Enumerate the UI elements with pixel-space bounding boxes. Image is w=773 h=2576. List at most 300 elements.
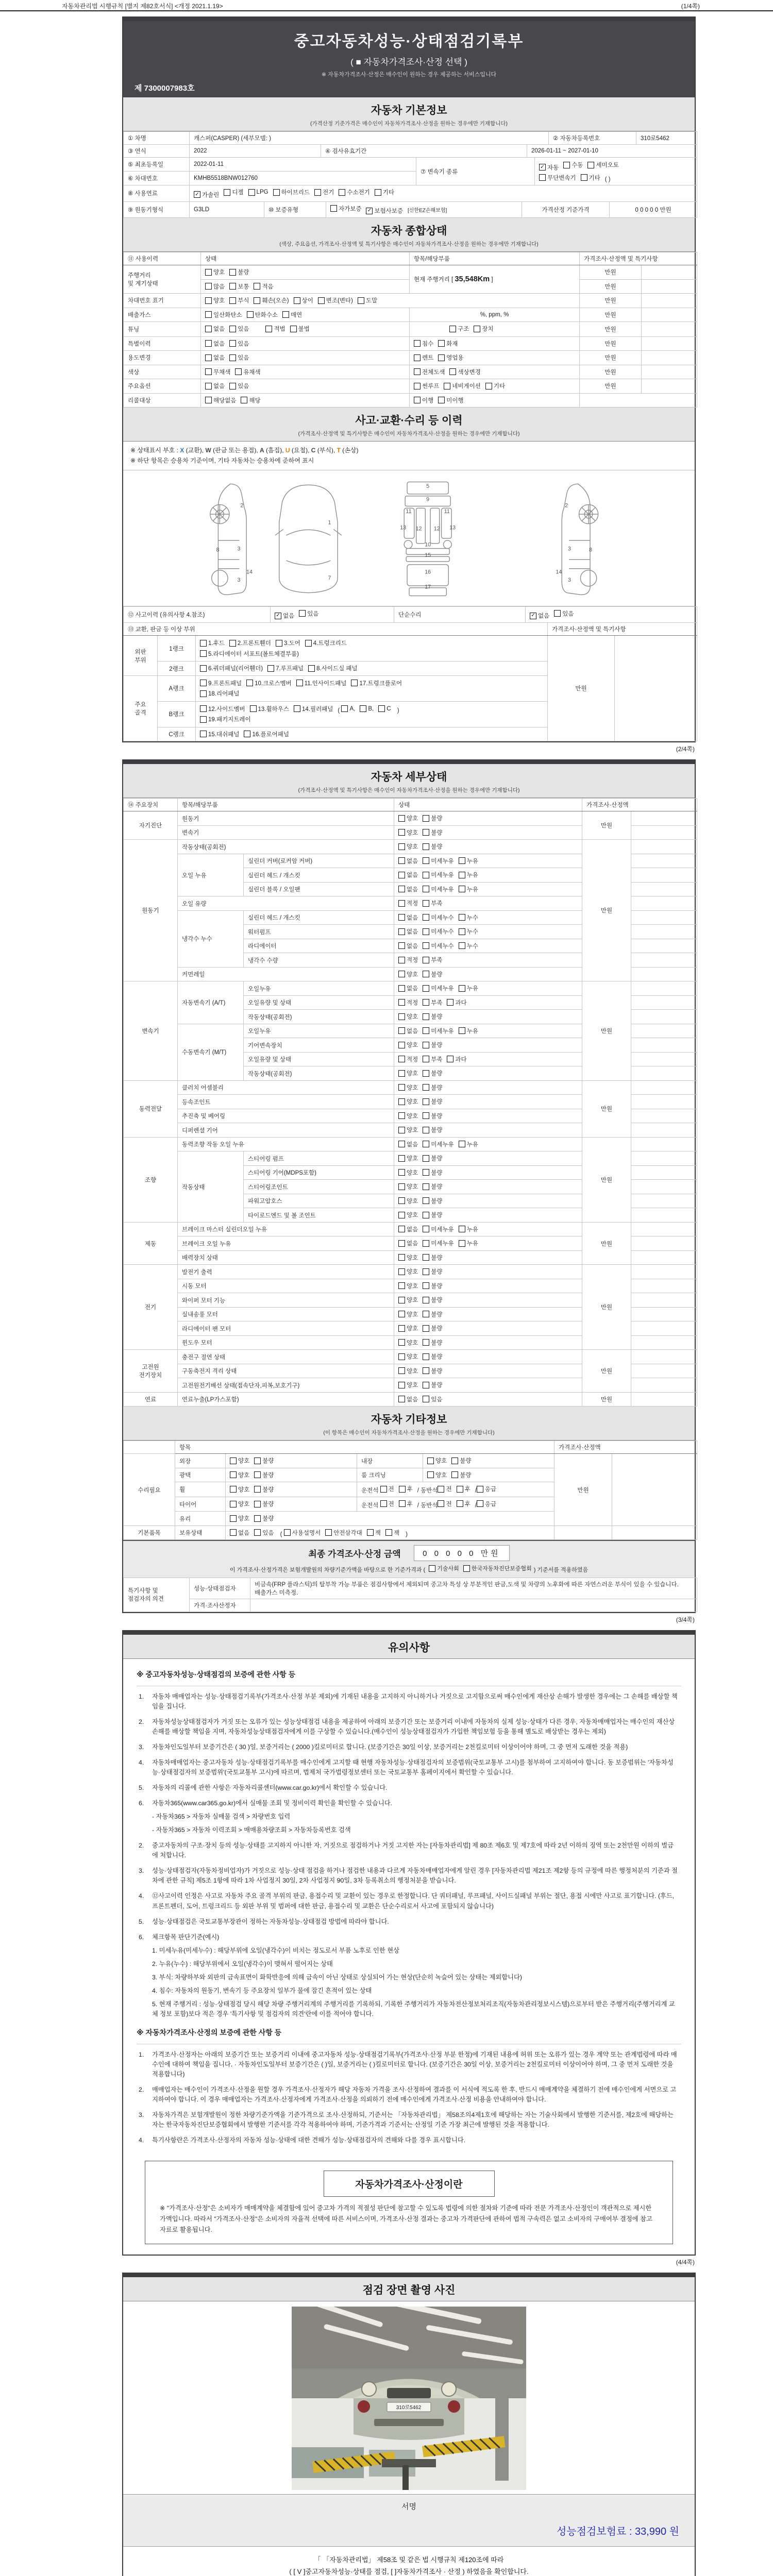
checkbox-option[interactable] <box>205 311 242 319</box>
checkbox-option[interactable] <box>429 1564 459 1572</box>
checkbox-option[interactable] <box>423 1395 442 1403</box>
checkbox-box[interactable] <box>254 283 260 290</box>
checkbox-box[interactable] <box>423 1056 429 1062</box>
checkbox-box[interactable] <box>423 1212 429 1218</box>
checkbox-box[interactable] <box>447 999 453 1006</box>
checkbox-box[interactable] <box>423 942 429 949</box>
checkbox-box[interactable] <box>290 326 297 332</box>
checkbox-option[interactable] <box>459 1027 478 1035</box>
checkbox-box[interactable] <box>423 914 429 921</box>
checkbox-option[interactable] <box>200 679 242 687</box>
checkbox-box[interactable] <box>367 1529 374 1536</box>
checkbox-option[interactable] <box>230 1514 249 1522</box>
checkbox-option[interactable] <box>423 1239 453 1247</box>
checkbox-option[interactable] <box>423 1027 453 1035</box>
checkbox-option[interactable] <box>423 1112 442 1120</box>
checkbox-option[interactable] <box>539 174 576 182</box>
checkbox-box[interactable] <box>438 397 445 403</box>
checkbox-box[interactable] <box>423 1367 429 1374</box>
checkbox-box[interactable] <box>398 1325 405 1332</box>
checkbox-option[interactable] <box>254 1514 274 1522</box>
checkbox-box[interactable] <box>398 1070 405 1077</box>
checkbox-box[interactable] <box>375 189 381 196</box>
checkbox-option[interactable] <box>423 1296 442 1304</box>
checkbox-box[interactable] <box>414 354 421 361</box>
checkbox-option[interactable] <box>341 705 355 712</box>
checkbox-option[interactable] <box>200 715 251 723</box>
checkbox-option[interactable] <box>423 1012 442 1021</box>
checkbox-box[interactable] <box>230 1529 237 1536</box>
checkbox-box[interactable] <box>423 857 429 864</box>
checkbox-box[interactable] <box>325 1529 332 1536</box>
checkbox-option[interactable] <box>398 1296 418 1304</box>
checkbox-option[interactable] <box>305 639 347 647</box>
checkbox-box[interactable] <box>438 340 445 347</box>
checkbox-box[interactable] <box>385 1529 392 1536</box>
checkbox-option[interactable] <box>449 368 480 376</box>
checkbox-box[interactable] <box>398 1042 405 1048</box>
checkbox-option[interactable] <box>423 1282 442 1290</box>
checkbox-option[interactable] <box>267 664 304 672</box>
checkbox-box[interactable] <box>205 311 212 318</box>
checkbox-box[interactable] <box>451 1458 458 1464</box>
checkbox-box[interactable] <box>224 189 230 196</box>
checkbox-option[interactable] <box>438 340 458 348</box>
checkbox-box[interactable] <box>282 311 289 318</box>
checkbox-option[interactable] <box>398 885 418 893</box>
checkbox-box[interactable] <box>330 205 337 212</box>
checkbox-box[interactable] <box>254 297 260 304</box>
checkbox-box[interactable] <box>294 297 300 304</box>
checkbox-option[interactable] <box>449 325 469 333</box>
checkbox-option[interactable] <box>423 857 453 865</box>
checkbox-box[interactable] <box>254 1529 261 1536</box>
checkbox-option[interactable] <box>229 340 249 348</box>
checkbox-option[interactable] <box>423 927 453 936</box>
checkbox-box[interactable] <box>230 1486 237 1493</box>
checkbox-option[interactable] <box>423 1338 442 1347</box>
checkbox-option[interactable] <box>414 353 433 362</box>
checkbox-option[interactable] <box>398 1239 418 1247</box>
checkbox-option[interactable] <box>423 1041 442 1049</box>
checkbox-option[interactable] <box>275 612 294 620</box>
checkbox-option[interactable] <box>398 1381 418 1389</box>
checkbox-option[interactable] <box>423 1154 442 1162</box>
checkbox-box[interactable] <box>414 383 421 389</box>
checkbox-option[interactable] <box>423 1211 442 1219</box>
checkbox-box[interactable] <box>423 1013 429 1020</box>
checkbox-box[interactable] <box>339 189 345 196</box>
checkbox-option[interactable] <box>205 282 225 291</box>
checkbox-option[interactable] <box>427 1471 447 1479</box>
checkbox-option[interactable] <box>314 188 334 196</box>
checkbox-option[interactable] <box>423 885 453 893</box>
checkbox-option[interactable] <box>423 984 453 992</box>
checkbox-box[interactable] <box>423 829 429 836</box>
checkbox-box[interactable] <box>423 999 429 1006</box>
checkbox-box[interactable] <box>423 1353 429 1360</box>
checkbox-box[interactable] <box>451 1471 458 1478</box>
checkbox-box[interactable] <box>294 705 300 712</box>
checkbox-option[interactable] <box>398 998 418 1007</box>
checkbox-option[interactable] <box>438 353 463 362</box>
checkbox-option[interactable] <box>398 1097 418 1106</box>
checkbox-box[interactable] <box>398 1084 405 1091</box>
checkbox-box[interactable] <box>299 610 306 617</box>
checkbox-option[interactable] <box>200 639 225 647</box>
checkbox-option[interactable] <box>581 174 600 182</box>
checkbox-box[interactable] <box>449 326 456 332</box>
checkbox-box[interactable] <box>398 1155 405 1162</box>
checkbox-option[interactable] <box>459 927 478 936</box>
checkbox-box[interactable] <box>563 162 570 168</box>
checkbox-box[interactable] <box>423 1226 429 1232</box>
checkbox-box[interactable] <box>314 189 321 196</box>
checkbox-box[interactable] <box>423 872 429 878</box>
checkbox-option[interactable] <box>438 1500 451 1508</box>
checkbox-option[interactable] <box>423 814 442 822</box>
checkbox-option[interactable] <box>254 1471 274 1479</box>
checkbox-option[interactable] <box>398 1182 418 1191</box>
checkbox-option[interactable] <box>423 1225 453 1233</box>
checkbox-option[interactable] <box>318 296 353 304</box>
checkbox-option[interactable] <box>423 1253 442 1262</box>
checkbox-option[interactable] <box>398 1140 418 1148</box>
checkbox-box[interactable] <box>398 1396 405 1402</box>
checkbox-option[interactable] <box>398 842 418 851</box>
checkbox-option[interactable] <box>325 1529 362 1537</box>
checkbox-option[interactable] <box>205 353 225 362</box>
checkbox-option[interactable] <box>254 1485 274 1494</box>
checkbox-option[interactable] <box>474 325 493 333</box>
checkbox-option[interactable] <box>451 1471 471 1479</box>
checkbox-option[interactable] <box>459 1225 478 1233</box>
checkbox-box[interactable] <box>205 326 212 332</box>
checkbox-box[interactable] <box>459 985 465 992</box>
checkbox-option[interactable] <box>360 705 374 712</box>
checkbox-box[interactable] <box>438 354 445 361</box>
checkbox-box[interactable] <box>254 1515 261 1522</box>
checkbox-option[interactable] <box>463 1564 532 1572</box>
checkbox-box[interactable] <box>459 1226 465 1232</box>
checkbox-option[interactable] <box>235 368 260 376</box>
checkbox-box[interactable] <box>423 1070 429 1077</box>
checkbox-box[interactable] <box>273 189 280 196</box>
checkbox-option[interactable] <box>587 161 618 169</box>
checkbox-box[interactable] <box>423 1169 429 1176</box>
checkbox-box[interactable] <box>444 383 450 389</box>
checkbox-option[interactable] <box>423 942 453 950</box>
checkbox-box[interactable] <box>423 1112 429 1119</box>
checkbox-box[interactable] <box>229 640 236 647</box>
checkbox-option[interactable] <box>398 899 418 907</box>
checkbox-option[interactable] <box>200 705 245 713</box>
checkbox-box[interactable] <box>423 886 429 892</box>
checkbox-option[interactable] <box>244 730 289 738</box>
checkbox-box[interactable] <box>423 1240 429 1247</box>
checkbox-box[interactable] <box>398 1353 405 1360</box>
checkbox-option[interactable] <box>230 1471 249 1479</box>
checkbox-option[interactable] <box>398 927 418 936</box>
checkbox-box[interactable] <box>254 1486 261 1493</box>
checkbox-box[interactable] <box>341 705 348 712</box>
checkbox-box[interactable] <box>398 971 405 977</box>
checkbox-box[interactable] <box>423 1098 429 1105</box>
checkbox-option[interactable] <box>254 1456 274 1465</box>
checkbox-box[interactable] <box>205 283 212 290</box>
checkbox-option[interactable] <box>398 1338 418 1347</box>
checkbox-box[interactable] <box>205 354 212 361</box>
checkbox-option[interactable] <box>398 1352 418 1361</box>
checkbox-option[interactable] <box>423 1381 442 1389</box>
checkbox-option[interactable] <box>205 296 225 304</box>
checkbox-box[interactable] <box>247 311 254 318</box>
checkbox-option[interactable] <box>423 1352 442 1361</box>
checkbox-box[interactable] <box>423 1084 429 1091</box>
checkbox-option[interactable] <box>351 679 402 687</box>
checkbox-option[interactable] <box>229 325 249 333</box>
checkbox-option[interactable] <box>398 1253 418 1262</box>
checkbox-option[interactable] <box>423 970 442 978</box>
checkbox-option[interactable] <box>398 984 418 992</box>
checkbox-option[interactable] <box>477 1500 496 1508</box>
checkbox-box[interactable] <box>318 297 325 304</box>
checkbox-option[interactable] <box>378 705 391 712</box>
checkbox-box[interactable] <box>200 650 207 657</box>
checkbox-option[interactable] <box>241 396 260 404</box>
checkbox-box[interactable] <box>308 665 315 672</box>
checkbox-box[interactable] <box>423 1268 429 1275</box>
checkbox-box[interactable] <box>438 1500 444 1507</box>
checkbox-option[interactable] <box>423 1126 442 1134</box>
checkbox-box[interactable] <box>423 1311 429 1317</box>
checkbox-box[interactable] <box>398 900 405 907</box>
checkbox-box[interactable] <box>200 731 207 737</box>
checkbox-option[interactable] <box>414 340 433 348</box>
checkbox-box[interactable] <box>459 886 465 892</box>
checkbox-box[interactable] <box>254 1471 261 1478</box>
checkbox-box[interactable] <box>398 1254 405 1261</box>
checkbox-box[interactable] <box>398 1098 405 1105</box>
checkbox-box[interactable] <box>398 872 405 878</box>
checkbox-box[interactable] <box>398 1240 405 1247</box>
checkbox-box[interactable] <box>380 1486 387 1493</box>
checkbox-option[interactable] <box>265 325 285 333</box>
checkbox-option[interactable] <box>229 353 249 362</box>
checkbox-option[interactable] <box>230 1485 249 1494</box>
checkbox-box[interactable] <box>241 397 247 403</box>
checkbox-box[interactable] <box>398 1212 405 1218</box>
checkbox-box[interactable] <box>200 665 207 672</box>
checkbox-box[interactable] <box>423 1382 429 1388</box>
checkbox-box[interactable] <box>423 928 429 935</box>
checkbox-option[interactable] <box>224 188 243 196</box>
checkbox-option[interactable] <box>423 913 453 922</box>
checkbox-option[interactable] <box>380 1485 394 1493</box>
checkbox-option[interactable] <box>423 1182 442 1191</box>
checkbox-box[interactable] <box>423 1325 429 1332</box>
checkbox-box[interactable] <box>398 1141 405 1147</box>
checkbox-box[interactable] <box>459 1141 465 1147</box>
checkbox-box[interactable] <box>423 1297 429 1303</box>
checkbox-option[interactable] <box>339 188 369 196</box>
checkbox-box[interactable] <box>423 957 429 963</box>
checkbox-option[interactable] <box>398 857 418 865</box>
checkbox-box[interactable] <box>284 1529 291 1536</box>
checkbox-box[interactable] <box>447 1056 453 1062</box>
checkbox-option[interactable] <box>200 689 239 698</box>
checkbox-option[interactable] <box>246 679 292 687</box>
checkbox-box[interactable] <box>398 857 405 864</box>
checkbox-box[interactable] <box>398 985 405 992</box>
signature-area[interactable] <box>123 2495 695 2547</box>
checkbox-option[interactable] <box>423 842 442 851</box>
checkbox-option[interactable] <box>230 1456 249 1465</box>
checkbox-option[interactable] <box>229 282 249 291</box>
checkbox-option[interactable] <box>438 1485 451 1493</box>
checkbox-option[interactable] <box>447 1055 466 1063</box>
checkbox-box[interactable] <box>254 1501 261 1507</box>
checkbox-box[interactable] <box>205 340 212 347</box>
checkbox-option[interactable] <box>477 1485 496 1493</box>
checkbox-box[interactable] <box>229 283 236 290</box>
checkbox-box[interactable] <box>423 1155 429 1162</box>
checkbox-box[interactable] <box>457 1500 463 1507</box>
checkbox-option[interactable] <box>398 1041 418 1049</box>
checkbox-option[interactable] <box>554 609 574 618</box>
checkbox-box[interactable] <box>423 843 429 850</box>
checkbox-option[interactable] <box>398 1324 418 1332</box>
checkbox-option[interactable] <box>385 1529 399 1537</box>
checkbox-box[interactable] <box>366 208 373 214</box>
checkbox-option[interactable] <box>294 705 333 713</box>
checkbox-box[interactable] <box>423 1027 429 1034</box>
checkbox-option[interactable] <box>200 650 299 658</box>
checkbox-option[interactable] <box>205 340 225 348</box>
checkbox-box[interactable] <box>205 383 212 389</box>
checkbox-box[interactable] <box>229 297 236 304</box>
checkbox-option[interactable] <box>423 1097 442 1106</box>
checkbox-option[interactable] <box>308 664 357 672</box>
checkbox-box[interactable] <box>246 680 253 686</box>
checkbox-option[interactable] <box>254 1500 274 1508</box>
checkbox-option[interactable] <box>398 913 418 922</box>
checkbox-box[interactable] <box>587 162 594 168</box>
checkbox-box[interactable] <box>423 815 429 822</box>
checkbox-box[interactable] <box>398 1367 405 1374</box>
checkbox-option[interactable] <box>398 1027 418 1035</box>
checkbox-box[interactable] <box>414 340 421 347</box>
checkbox-box[interactable] <box>254 1458 261 1464</box>
checkbox-option[interactable] <box>200 664 263 672</box>
checkbox-box[interactable] <box>459 942 465 949</box>
checkbox-option[interactable] <box>423 871 453 879</box>
checkbox-box[interactable] <box>398 1226 405 1232</box>
checkbox-option[interactable] <box>248 189 268 196</box>
checkbox-box[interactable] <box>229 354 236 361</box>
checkbox-box[interactable] <box>423 900 429 907</box>
checkbox-option[interactable] <box>254 282 273 291</box>
checkbox-box[interactable] <box>459 857 465 864</box>
checkbox-option[interactable] <box>423 1367 442 1375</box>
checkbox-box[interactable] <box>449 368 456 375</box>
checkbox-option[interactable] <box>423 1324 442 1332</box>
checkbox-box[interactable] <box>244 731 250 737</box>
checkbox-option[interactable] <box>563 161 583 169</box>
checkbox-option[interactable] <box>399 1485 413 1493</box>
checkbox-option[interactable] <box>398 1395 418 1403</box>
checkbox-box[interactable] <box>398 1382 405 1388</box>
checkbox-box[interactable] <box>235 368 242 375</box>
checkbox-option[interactable] <box>380 1500 394 1508</box>
checkbox-box[interactable] <box>351 680 358 686</box>
checkbox-option[interactable] <box>423 1055 442 1063</box>
checkbox-box[interactable] <box>414 397 421 403</box>
checkbox-option[interactable] <box>459 913 478 922</box>
checkbox-option[interactable] <box>459 1140 478 1148</box>
checkbox-box[interactable] <box>200 716 207 723</box>
checkbox-option[interactable] <box>205 325 225 333</box>
checkbox-box[interactable] <box>423 1042 429 1048</box>
checkbox-option[interactable] <box>423 1267 442 1276</box>
checkbox-box[interactable] <box>427 1471 434 1478</box>
checkbox-option[interactable] <box>299 609 318 618</box>
checkbox-box[interactable] <box>398 1197 405 1204</box>
checkbox-option[interactable] <box>423 1083 442 1092</box>
checkbox-box[interactable] <box>398 914 405 921</box>
checkbox-box[interactable] <box>438 1486 444 1493</box>
checkbox-option[interactable] <box>294 296 313 304</box>
checkbox-option[interactable] <box>282 311 302 319</box>
checkbox-option[interactable] <box>254 1529 274 1537</box>
checkbox-box[interactable] <box>230 1515 237 1522</box>
checkbox-option[interactable] <box>457 1500 470 1508</box>
checkbox-box[interactable] <box>275 613 281 619</box>
checkbox-box[interactable] <box>276 640 282 647</box>
checkbox-box[interactable] <box>459 914 465 921</box>
checkbox-box[interactable] <box>360 705 366 712</box>
checkbox-box[interactable] <box>200 680 207 686</box>
checkbox-box[interactable] <box>265 326 272 332</box>
checkbox-box[interactable] <box>398 1027 405 1034</box>
checkbox-option[interactable] <box>539 163 559 172</box>
checkbox-option[interactable] <box>290 325 310 333</box>
checkbox-option[interactable] <box>444 382 481 390</box>
checkbox-box[interactable] <box>474 326 480 332</box>
checkbox-option[interactable] <box>423 828 442 837</box>
checkbox-box[interactable] <box>229 269 236 276</box>
checkbox-box[interactable] <box>398 928 405 935</box>
checkbox-option[interactable] <box>423 1197 442 1205</box>
checkbox-option[interactable] <box>399 1500 413 1508</box>
checkbox-box[interactable] <box>398 815 405 822</box>
checkbox-box[interactable] <box>398 1311 405 1317</box>
checkbox-option[interactable] <box>375 188 394 196</box>
checkbox-box[interactable] <box>459 872 465 878</box>
checkbox-option[interactable] <box>423 899 442 907</box>
checkbox-box[interactable] <box>459 1027 465 1034</box>
checkbox-box[interactable] <box>399 1486 406 1493</box>
checkbox-option[interactable] <box>366 207 403 215</box>
checkbox-option[interactable] <box>284 1529 321 1537</box>
checkbox-box[interactable] <box>200 640 207 647</box>
checkbox-option[interactable] <box>423 1140 453 1148</box>
checkbox-box[interactable] <box>398 1183 405 1190</box>
checkbox-option[interactable] <box>459 885 478 893</box>
checkbox-option[interactable] <box>459 984 478 992</box>
checkbox-option[interactable] <box>398 956 418 964</box>
checkbox-option[interactable] <box>398 828 418 837</box>
